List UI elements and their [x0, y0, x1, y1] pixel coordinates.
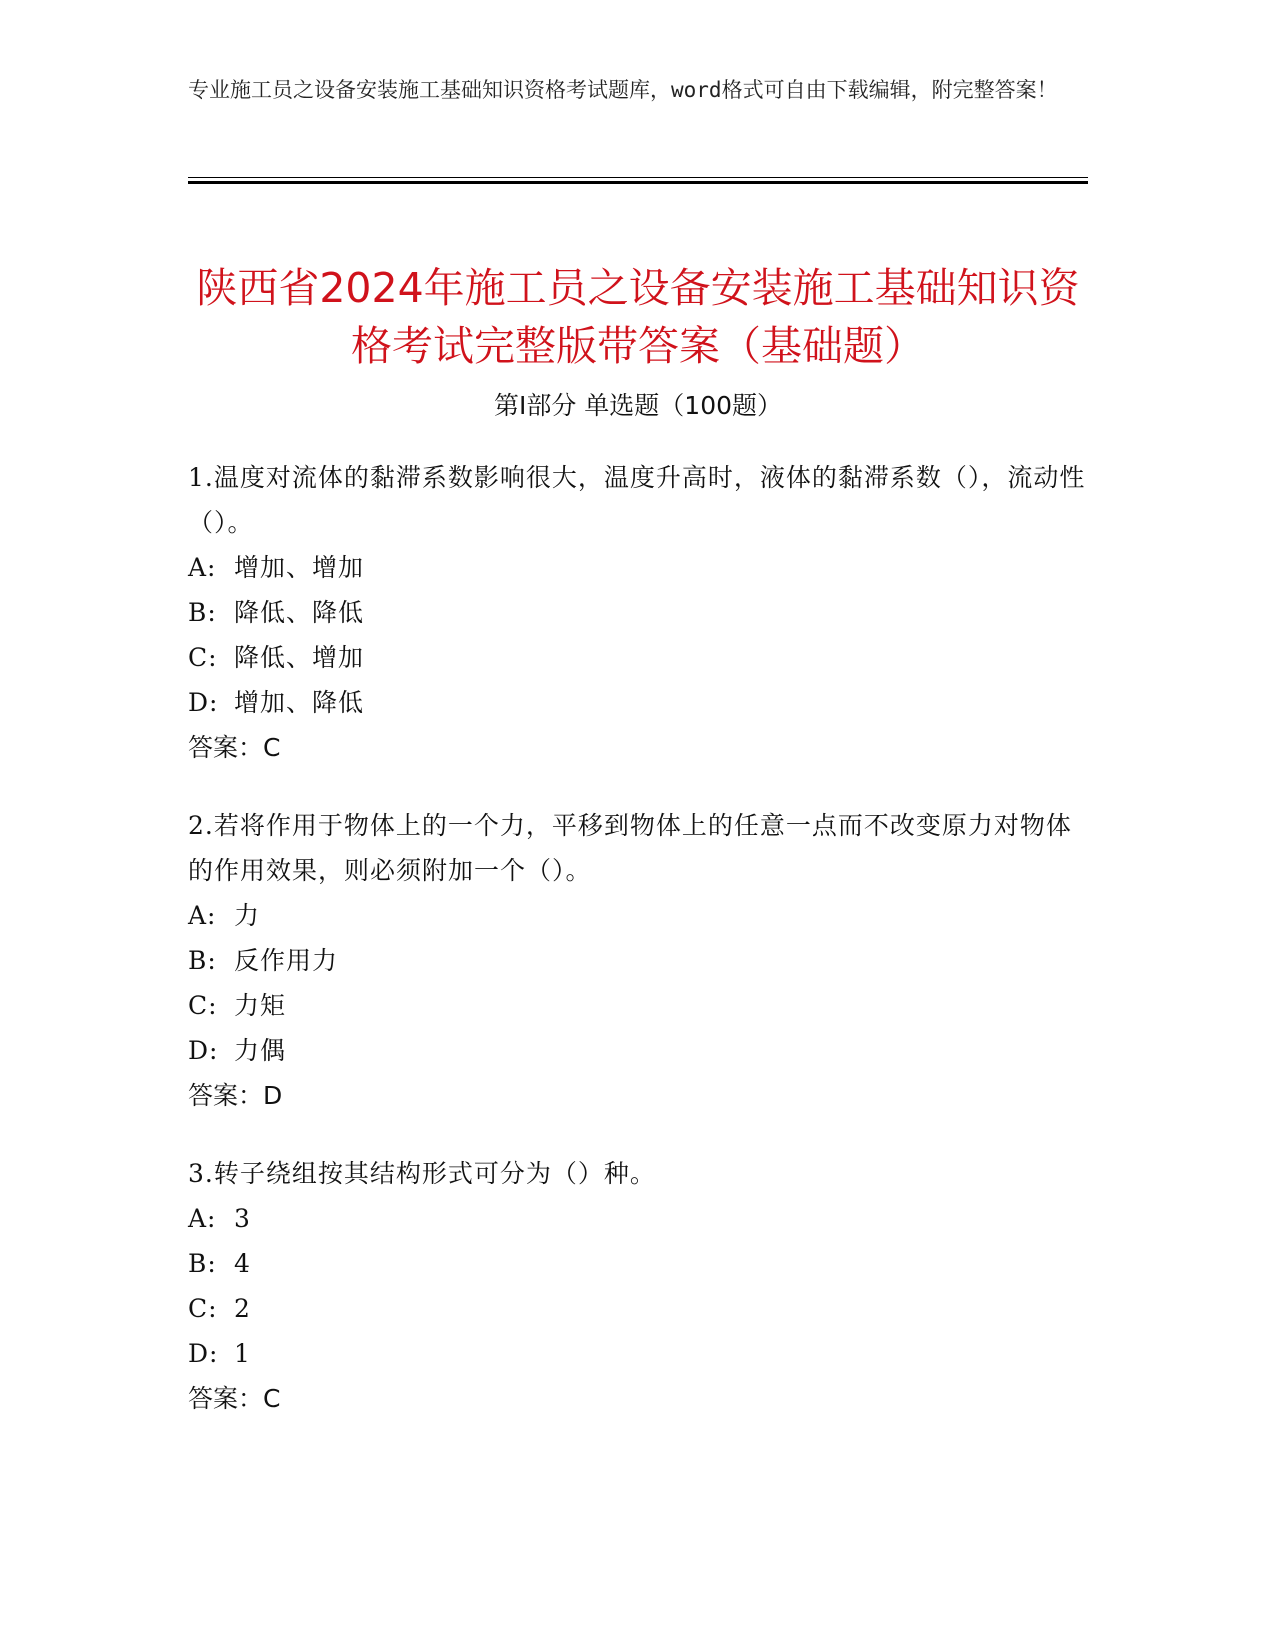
question-stem: 2.若将作用于物体上的一个力，平移到物体上的任意一点而不改变原力对物体的作用效果，则必须附加一个（）。: [188, 811, 1072, 885]
option-d: [188, 680, 1088, 725]
option-letter: D:: [188, 1339, 219, 1368]
option-letter: D:: [188, 1036, 219, 1065]
option-letter: B:: [188, 946, 217, 975]
option-text: 2: [234, 1294, 251, 1323]
option-letter: C:: [188, 1294, 218, 1323]
answer-value: C: [263, 733, 281, 762]
question-1: [188, 455, 1088, 770]
section-title: 第Ⅰ部分 单选题（100题）: [493, 391, 783, 420]
option-letter: B:: [188, 598, 217, 627]
option-d: [188, 1028, 1088, 1073]
option-text: 4: [234, 1249, 251, 1278]
option-a: [188, 1196, 1088, 1241]
option-letter: A:: [188, 901, 217, 930]
option-text: 增加、增加: [234, 553, 365, 582]
option-text: 降低、增加: [234, 643, 365, 672]
answer-value: C: [263, 1384, 281, 1413]
answer-prefix: 答案：: [188, 1081, 264, 1110]
option-letter: B:: [188, 1249, 217, 1278]
option-letter: A:: [188, 1204, 217, 1233]
answer: [188, 1376, 1088, 1421]
option-a: [188, 545, 1088, 590]
question-stem: 1.温度对流体的黏滞系数影响很大，温度升高时，液体的黏滞系数（），流动性（）。: [188, 463, 1086, 537]
answer: [188, 725, 1088, 770]
header-rule-thick: [188, 181, 1088, 184]
option-a: [188, 893, 1088, 938]
header-note: 专业施工员之设备安装施工基础知识资格考试题库，word格式可自由下载编辑，附完整答案！: [188, 78, 1058, 102]
option-letter: D:: [188, 688, 219, 717]
option-b: [188, 1241, 1088, 1286]
option-c: [188, 1286, 1088, 1331]
option-letter: C:: [188, 643, 218, 672]
option-letter: A:: [188, 553, 217, 582]
option-text: 力矩: [234, 991, 287, 1020]
answer-prefix: 答案：: [188, 1384, 264, 1413]
option-d: [188, 1331, 1088, 1376]
answer-prefix: 答案：: [188, 733, 264, 762]
option-text: 力偶: [234, 1036, 287, 1065]
option-c: [188, 635, 1088, 680]
document-title: 陕西省2024年施工员之设备安装施工基础知识资格考试完整版带答案（基础题）: [196, 264, 1080, 371]
answer: [188, 1073, 1088, 1118]
option-b: [188, 590, 1088, 635]
question-3: [188, 1151, 1088, 1421]
question-2: [188, 803, 1088, 1118]
option-c: [188, 983, 1088, 1028]
option-text: 1: [234, 1339, 251, 1368]
option-b: [188, 938, 1088, 983]
option-text: 降低、降低: [234, 598, 365, 627]
answer-value: D: [263, 1081, 283, 1110]
header-rule-thin: [188, 177, 1088, 178]
option-letter: C:: [188, 991, 218, 1020]
option-text: 反作用力: [234, 946, 339, 975]
question-stem: 3.转子绕组按其结构形式可分为（）种。: [188, 1159, 656, 1188]
option-text: 力: [234, 901, 261, 930]
option-text: 3: [234, 1204, 251, 1233]
option-text: 增加、降低: [234, 688, 365, 717]
